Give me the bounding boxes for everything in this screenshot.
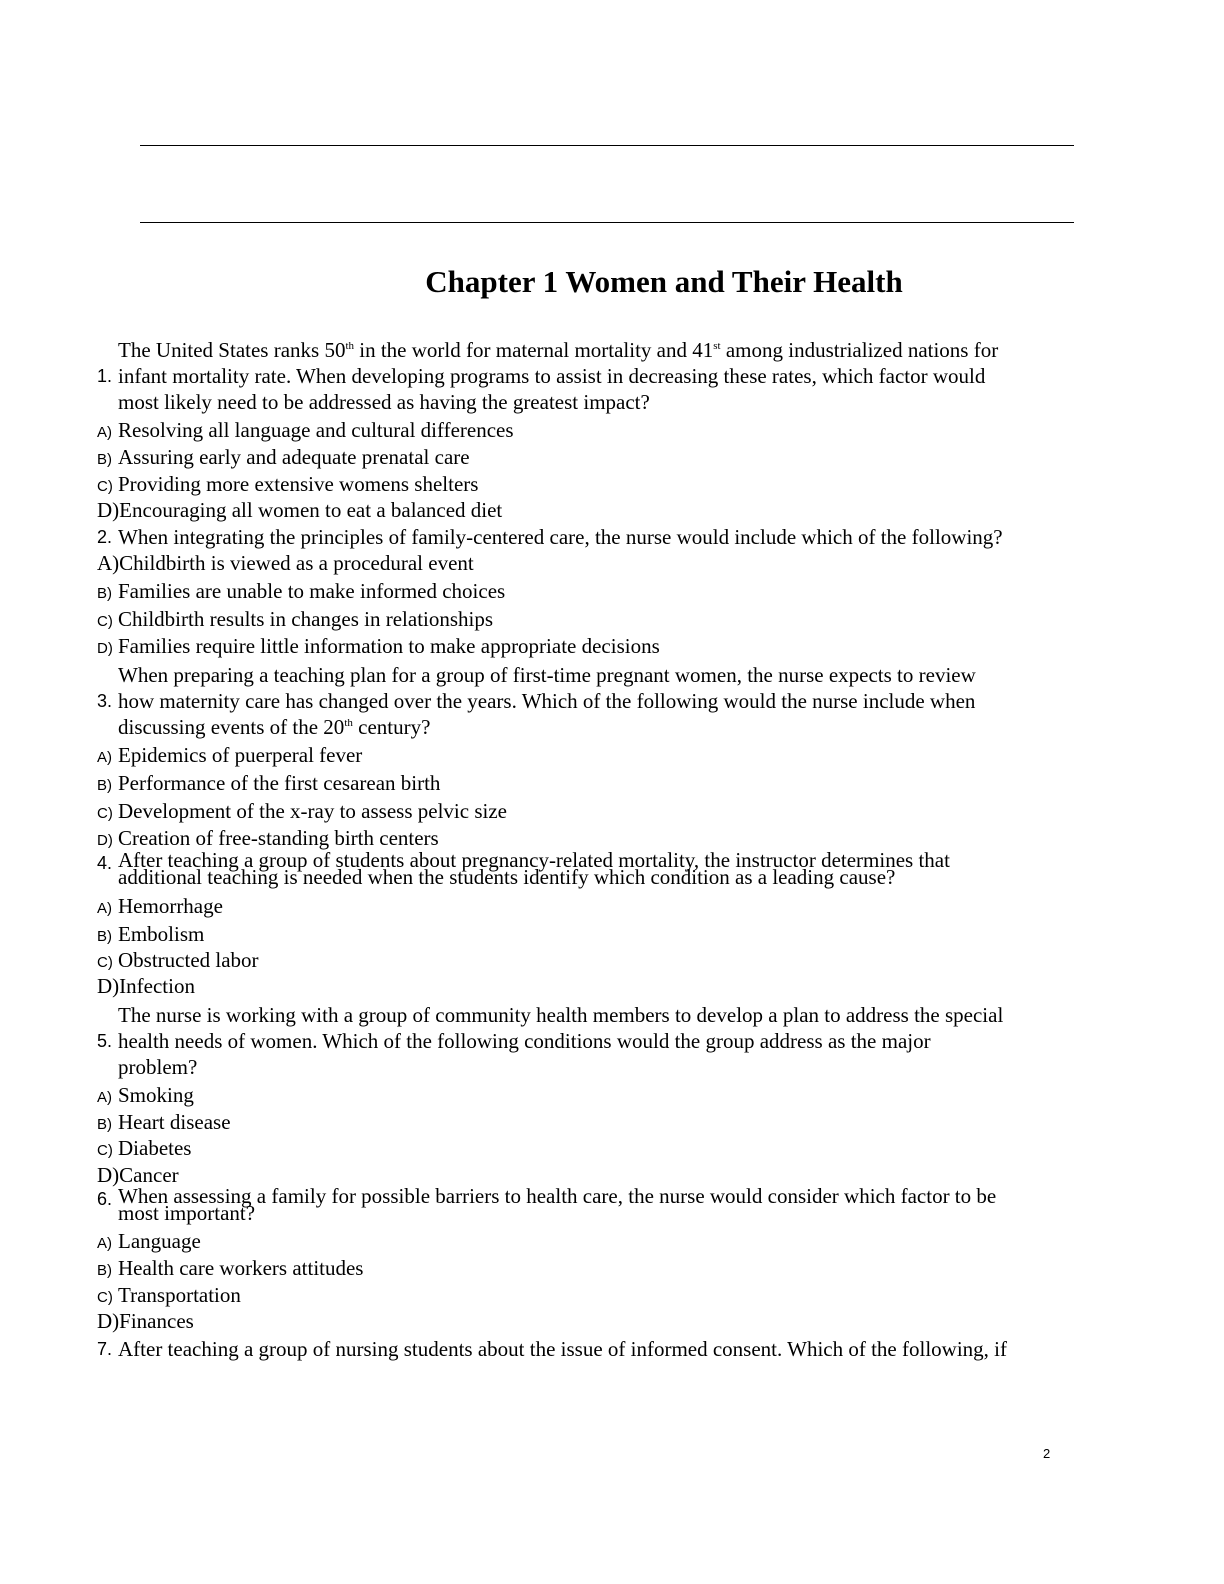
stem-line: When assessing a family for possible barriers to health care, the nurse would consider which factor to be: [118, 1184, 997, 1208]
option-text: Performance of the first cesarean birth: [118, 771, 441, 795]
option-text: Health care workers attitudes: [118, 1256, 364, 1280]
option-text: Childbirth is viewed as a procedural event: [119, 551, 474, 575]
stem-text: in the world for maternal mortality and 41: [354, 338, 714, 362]
option-letter: C): [97, 954, 113, 971]
answer-option[interactable]: [97, 973, 195, 1000]
question-stem: [118, 1002, 1088, 1080]
option-text: Cancer: [119, 1163, 179, 1187]
answer-option[interactable]: [97, 444, 470, 471]
answer-option[interactable]: [97, 798, 507, 825]
question-6: [97, 1184, 1088, 1225]
ordinal-suffix: th: [344, 717, 353, 729]
option-text: Diabetes: [118, 1136, 192, 1160]
stem-text: The United States ranks 50: [118, 338, 346, 362]
answer-option[interactable]: [97, 417, 514, 444]
option-text: Heart disease: [118, 1110, 231, 1134]
option-letter: C): [97, 478, 113, 495]
option-text: Families are unable to make informed choices: [118, 579, 506, 603]
option-text: Childbirth results in changes in relationships: [118, 607, 494, 631]
option-letter: C): [97, 805, 113, 822]
option-letter: A): [97, 749, 112, 766]
stem-line: After teaching a group of students about pregnancy-related mortality, the instructor determines that: [118, 848, 950, 872]
question-number: 1.: [97, 365, 113, 386]
answer-option[interactable]: [97, 1109, 231, 1136]
option-text: Transportation: [118, 1283, 241, 1307]
question-stem: [118, 662, 1088, 740]
question-number: 5.: [97, 1030, 113, 1051]
answer-option[interactable]: [97, 578, 505, 605]
answer-option[interactable]: [97, 633, 660, 660]
option-text: Epidemics of puerperal fever: [118, 743, 363, 767]
ordinal-suffix: th: [345, 340, 355, 352]
option-text: Creation of free-standing birth centers: [118, 826, 439, 850]
stem-line: infant mortality rate. When developing programs to assist in decreasing these rates, which factor would: [118, 364, 986, 388]
answer-option[interactable]: [97, 471, 478, 498]
question-number: 2.: [97, 526, 113, 547]
option-letter: B): [97, 585, 112, 602]
stem-text: discussing events of the 20: [118, 715, 345, 739]
answer-option[interactable]: [97, 1135, 191, 1162]
option-text: Hemorrhage: [118, 894, 223, 918]
option-letter: D): [97, 832, 113, 849]
answer-option[interactable]: [97, 921, 204, 948]
option-letter: A): [97, 424, 112, 441]
stem-line: After teaching a group of nursing students about the issue of informed consent. Which of the following, if: [118, 1337, 1007, 1361]
option-letter: D): [97, 1309, 120, 1333]
answer-option[interactable]: [97, 497, 502, 524]
option-letter: A): [97, 900, 112, 917]
option-letter: B): [97, 1116, 112, 1133]
option-letter: A): [97, 1235, 112, 1252]
answer-option[interactable]: [97, 1255, 363, 1282]
stem-line: additional teaching is needed when the students identify which condition as a leading cause?: [118, 865, 896, 889]
option-letter: A): [97, 1089, 112, 1106]
stem-line: problem?: [118, 1055, 198, 1079]
option-text: Assuring early and adequate prenatal care: [118, 445, 470, 469]
answer-option[interactable]: [97, 1282, 241, 1309]
ordinal-suffix: st: [713, 340, 721, 352]
stem-text: century?: [352, 715, 431, 739]
question-5: [97, 1002, 1088, 1080]
option-text: Families require little information to make appropriate decisions: [118, 634, 660, 658]
question-stem: [118, 524, 1088, 550]
option-letter: B): [97, 928, 112, 945]
option-text: Encouraging all women to eat a balanced diet: [119, 498, 503, 522]
option-text: Smoking: [118, 1083, 194, 1107]
header-rule-top: [140, 145, 1074, 146]
stem-line: [118, 714, 1088, 740]
answer-option[interactable]: [97, 1308, 194, 1335]
answer-option[interactable]: [97, 606, 493, 633]
question-1: [97, 337, 1088, 415]
question-stem: [118, 1336, 1088, 1362]
option-letter: C): [97, 1289, 113, 1306]
option-text: Finances: [119, 1309, 194, 1333]
question-stem: [118, 337, 1088, 415]
option-letter: D): [97, 640, 113, 657]
question-stem: [118, 848, 1088, 889]
question-number: 6.: [97, 1189, 113, 1209]
answer-option[interactable]: [97, 1228, 201, 1255]
question-7: [97, 1336, 1088, 1362]
answer-option[interactable]: [97, 742, 362, 769]
stem-line: most important?: [118, 1201, 256, 1225]
stem-line: health needs of women. Which of the following conditions would the group address as the major: [118, 1029, 931, 1053]
answer-option[interactable]: [97, 947, 259, 974]
answer-option[interactable]: [97, 893, 223, 920]
stem-text: among industrialized nations for: [720, 338, 999, 362]
option-text: Infection: [119, 974, 195, 998]
option-letter: C): [97, 613, 113, 630]
chapter-title: Chapter 1 Women and Their Health: [425, 264, 903, 299]
option-letter: B): [97, 451, 112, 468]
answer-option[interactable]: [97, 770, 440, 797]
stem-line: how maternity care has changed over the years. Which of the following would the nurse include when: [118, 689, 976, 713]
question-4: [97, 848, 1088, 889]
question-number: 3.: [97, 690, 113, 711]
option-letter: D): [97, 974, 120, 998]
question-stem: [118, 1184, 1088, 1225]
answer-option[interactable]: [97, 1082, 194, 1109]
option-text: Providing more extensive womens shelters: [118, 472, 479, 496]
option-text: Development of the x-ray to assess pelvic size: [118, 799, 507, 823]
question-3: [97, 662, 1088, 740]
option-letter: A): [97, 551, 120, 575]
answer-option[interactable]: [97, 550, 474, 577]
stem-line: When integrating the principles of family-centered care, the nurse would include which of the following?: [118, 525, 1003, 549]
stem-line: [118, 337, 1088, 363]
question-2: [97, 524, 1088, 550]
stem-line: When preparing a teaching plan for a group of first-time pregnant women, the nurse expects to review: [118, 663, 976, 687]
option-text: Resolving all language and cultural differences: [118, 418, 514, 442]
question-number: 7.: [97, 1338, 113, 1359]
option-text: Language: [118, 1229, 201, 1253]
option-letter: B): [97, 777, 112, 794]
question-number: 4.: [97, 853, 113, 873]
option-letter: C): [97, 1142, 113, 1159]
option-letter: B): [97, 1262, 112, 1279]
stem-line: most likely need to be addressed as having the greatest impact?: [118, 390, 650, 414]
option-text: Embolism: [118, 922, 205, 946]
option-letter: D): [97, 498, 120, 522]
stem-line: The nurse is working with a group of community health members to develop a plan to address the special: [118, 1003, 1004, 1027]
option-text: Obstructed labor: [118, 948, 259, 972]
header-rule-bottom: [140, 222, 1074, 223]
option-letter: D): [97, 1163, 120, 1187]
page-number: 2: [1043, 1446, 1051, 1461]
